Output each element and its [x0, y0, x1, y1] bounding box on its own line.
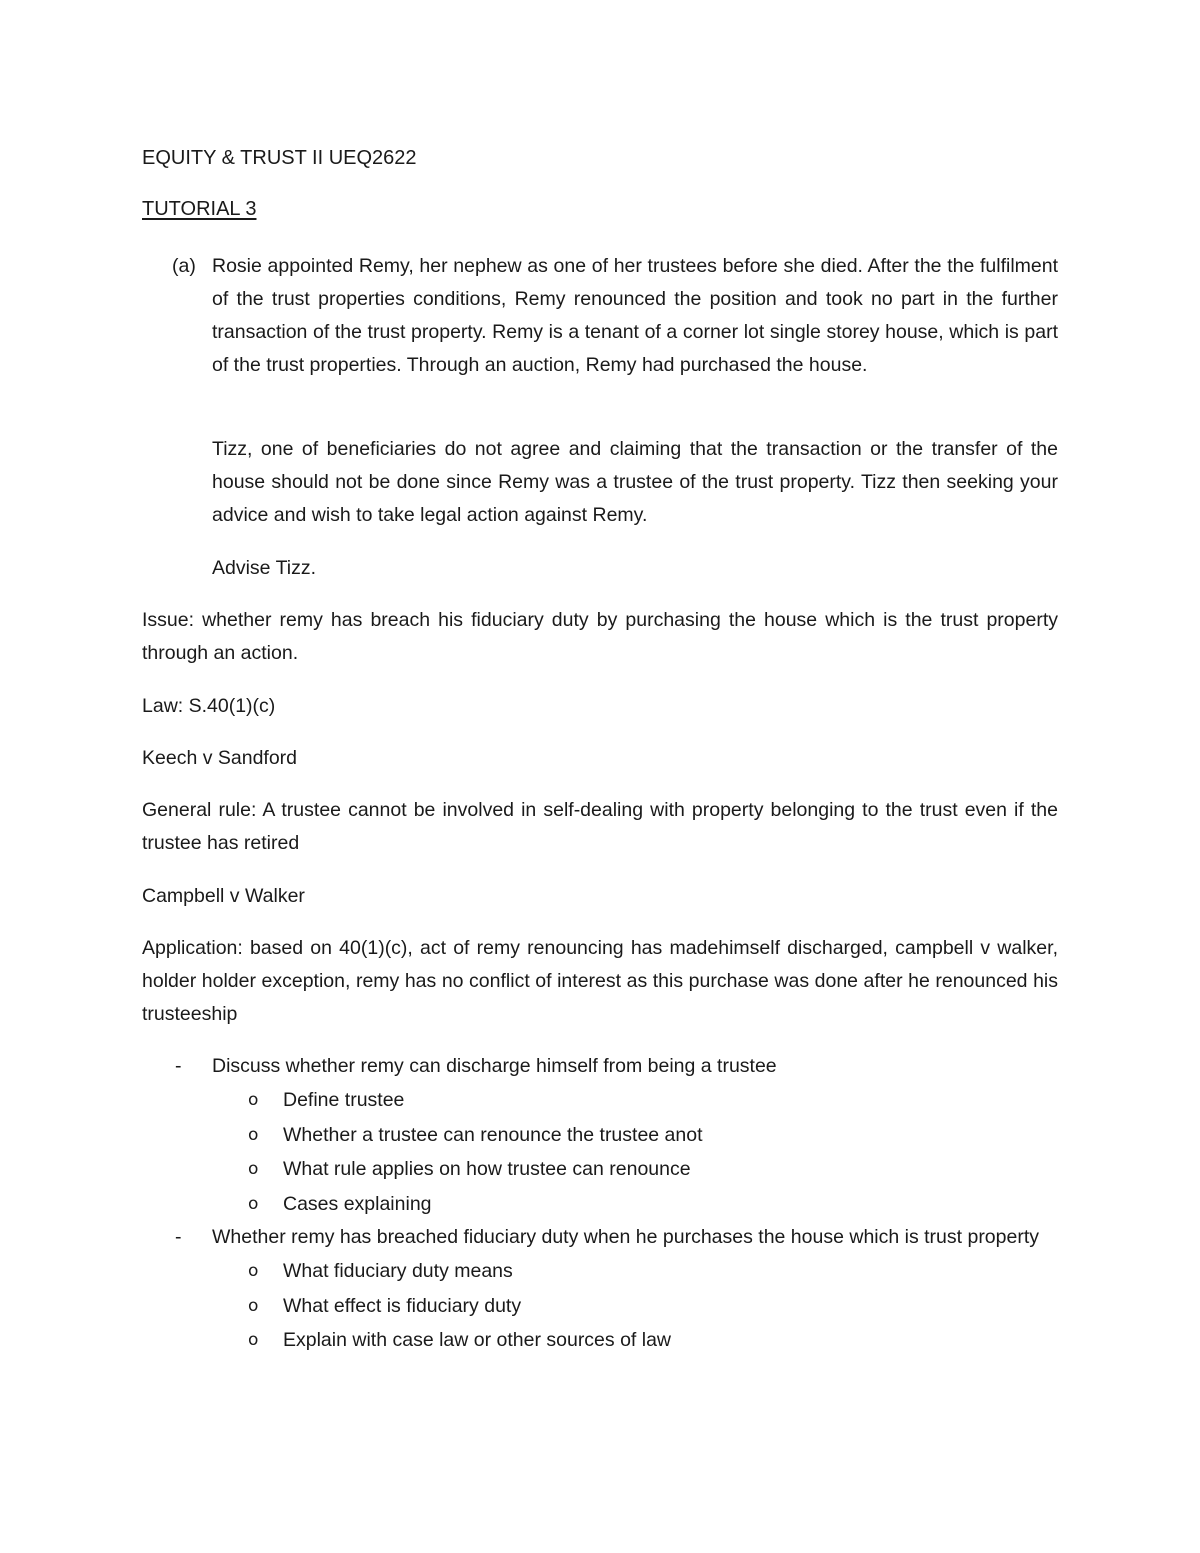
outline-item	[142, 1050, 1058, 1083]
document-title: EQUITY & TRUST II UEQ2622	[142, 147, 417, 169]
sub-list-item-text: What effect is fiduciary duty	[283, 1294, 522, 1317]
circle-bullet: o	[248, 1330, 259, 1350]
sub-list-item	[142, 1118, 1058, 1153]
outline-item-text: Whether remy has breached fiduciary duty when he purchases the house which is trust property	[212, 1226, 1040, 1248]
circle-bullet: o	[248, 1124, 259, 1145]
outline-list	[142, 1050, 1058, 1358]
sub-list	[142, 1083, 1058, 1221]
sub-list-item-text: Define trustee	[283, 1089, 405, 1111]
sub-list-item	[142, 1152, 1058, 1187]
sub-list-item	[142, 1187, 1058, 1222]
sub-list-item	[142, 1289, 1058, 1324]
outline-item	[142, 1221, 1058, 1254]
circle-bullet: o	[248, 1261, 259, 1281]
sub-list-item-text: Whether a trustee can renounce the trustee anot	[283, 1123, 703, 1146]
outline-item-text: Discuss whether remy can discharge himself from being a trustee	[212, 1055, 777, 1077]
circle-bullet: o	[248, 1295, 259, 1316]
dash-bullet: -	[175, 1226, 182, 1248]
question-paragraph-dispute: Tizz, one of beneficiaries do not agree and claiming that the transaction or the transfer of the house should not be done since Remy was a trustee of the trust property. Tizz then seeking your advice and wish to take legal action against Remy.	[212, 438, 1058, 526]
sub-list-item-text: What fiduciary duty means	[283, 1260, 513, 1282]
law-paragraph: Law: S.40(1)(c)	[142, 695, 276, 717]
sub-list-item	[142, 1083, 1058, 1118]
case-keech-v-sandford: Keech v Sandford	[142, 747, 298, 769]
circle-bullet: o	[248, 1090, 259, 1110]
circle-bullet: o	[248, 1159, 259, 1179]
question-paragraph-facts: Rosie appointed Remy, her nephew as one of her trustees before she died. After the the fulfilment of the trust properties conditions, Remy renounced the position and took no part in the further transaction of the trust property. Remy is a tenant of a corner lot single storey house, which is part of the trust properties. Through an auction, Remy had purchased the house.	[212, 255, 1058, 376]
sub-list	[142, 1254, 1058, 1358]
issue-paragraph: Issue: whether remy has breach his fiduciary duty by purchasing the house which is the trust property through an action.	[142, 609, 1058, 664]
question-instruction: Advise Tizz.	[212, 557, 317, 579]
sub-list-item	[142, 1254, 1058, 1289]
general-rule-paragraph: General rule: A trustee cannot be involved in self-dealing with property belonging to the trust even if the trustee has retired	[142, 799, 1058, 854]
sub-list-item-text: Cases explaining	[283, 1192, 432, 1215]
sub-list-item-text: Explain with case law or other sources of law	[283, 1329, 672, 1351]
sub-list-item	[142, 1323, 1058, 1358]
application-paragraph: Application: based on 40(1)(c), act of remy renouncing has madehimself discharged, campbell v walker, holder holder exception, remy has no conflict of interest as this purchase was done after he renounced his trusteeship	[142, 937, 1058, 1025]
circle-bullet: o	[248, 1193, 259, 1214]
tutorial-heading: TUTORIAL 3	[142, 198, 257, 220]
case-campbell-v-walker: Campbell v Walker	[142, 885, 305, 907]
sub-list-item-text: What rule applies on how trustee can renounce	[283, 1158, 691, 1180]
dash-bullet: -	[175, 1055, 182, 1077]
question-marker: (a)	[172, 255, 196, 277]
